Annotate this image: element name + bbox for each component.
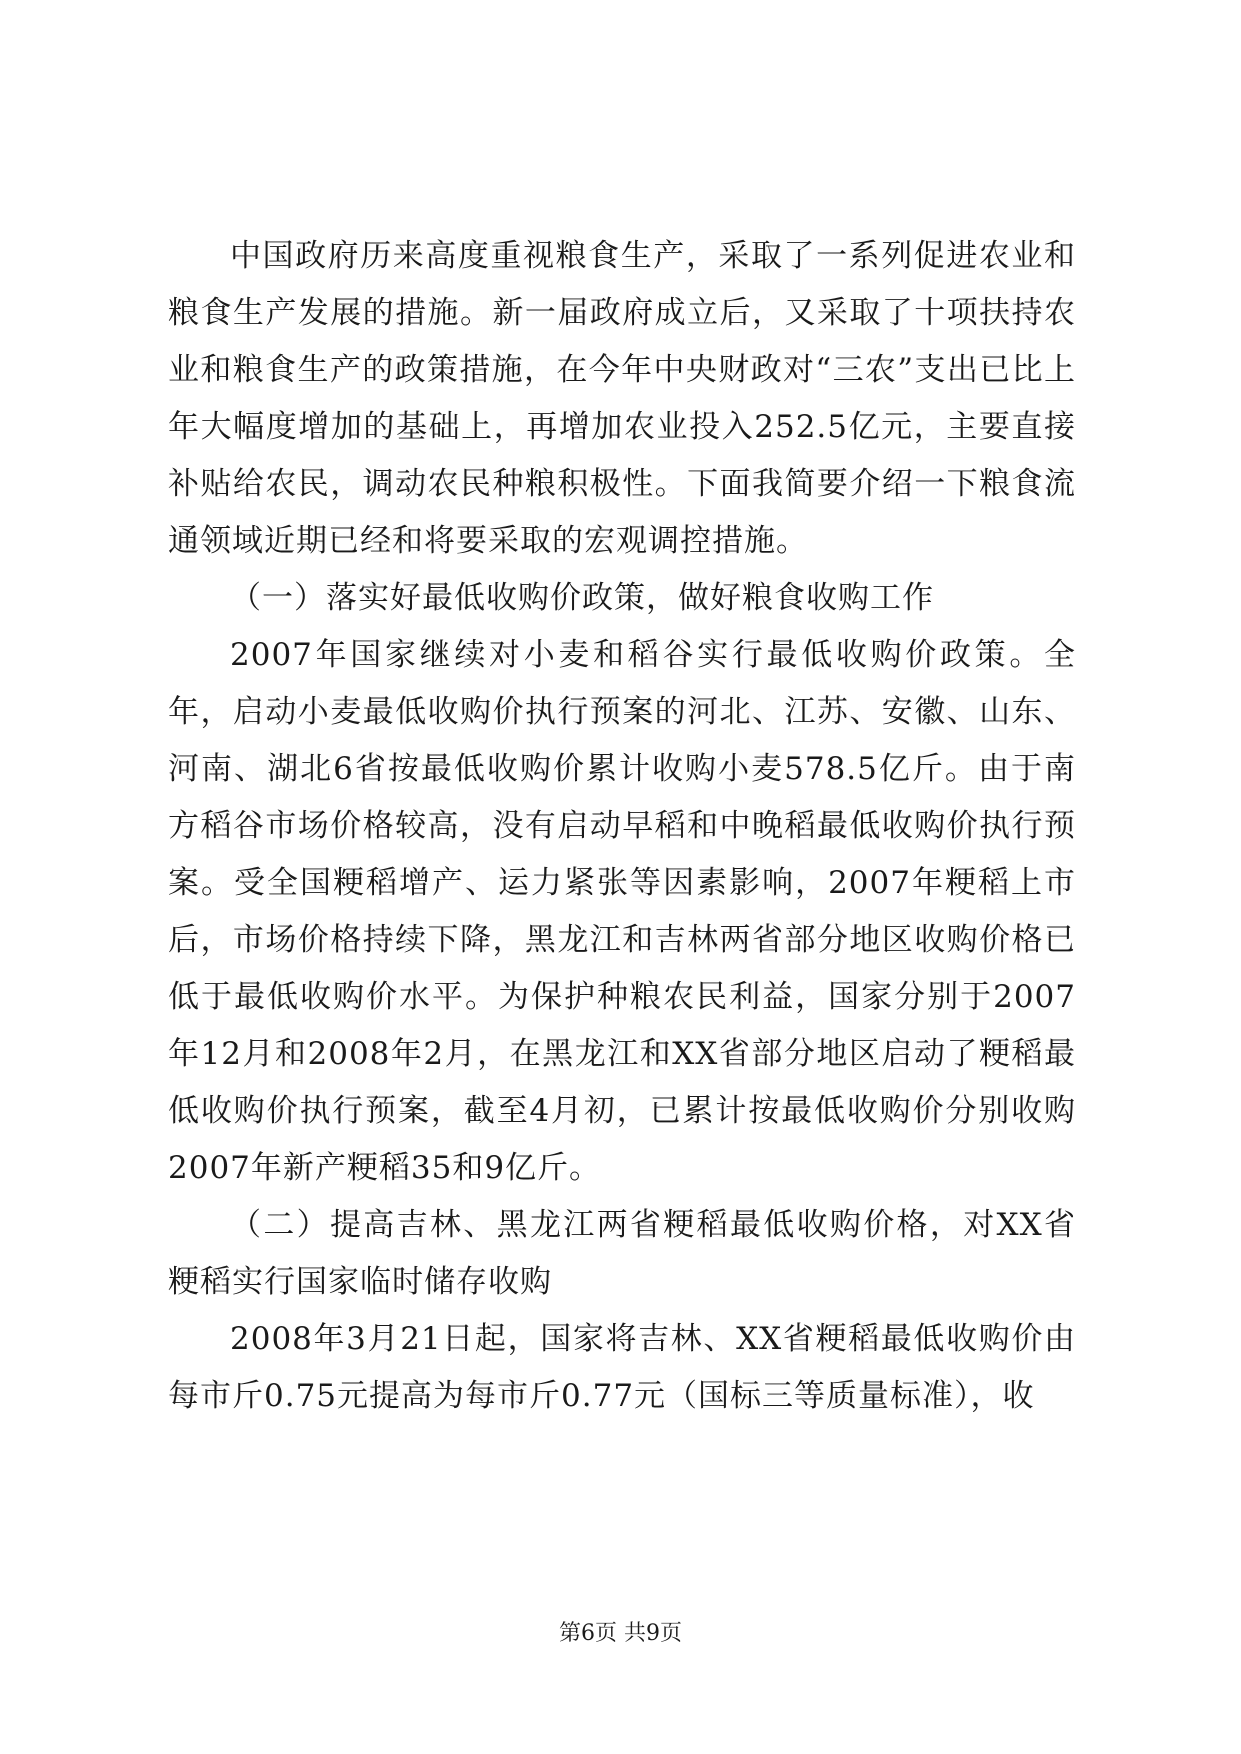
paragraph-section-2: 2008年3月21日起，国家将吉林、XX省粳稻最低收购价由每市斤0.75元提高为每市斤0.77元（国标三等质量标准），收: [168, 1321, 1076, 1414]
paragraph-intro: 中国政府历来高度重视粮食生产，采取了一系列促进农业和粮食生产发展的措施。新一届政府成立后，又采取了十项扶持农业和粮食生产的政策措施，在今年中央财政对“三农”支出已比上年大幅度增加的基础上，再增加农业投入252.5亿元，主要直接补贴给农民，调动农民种粮积极性。下面我简要介绍一下粮食流通领域近期已经和将要采取的宏观调控措施。: [168, 238, 1076, 559]
section-heading-1: （一）落实好最低收购价政策，做好粮食收购工作: [230, 580, 934, 616]
document-body: [168, 228, 1076, 1425]
section-heading-2: （二）提高吉林、黑龙江两省粳稻最低收购价格，对XX省粳稻实行国家临时储存收购: [168, 1207, 1076, 1300]
paragraph-section-1: 2007年国家继续对小麦和稻谷实行最低收购价政策。全年，启动小麦最低收购价执行预案的河北、江苏、安徽、山东、河南、湖北6省按最低收购价累计收购小麦578.5亿斤。由于南方稻谷市场价格较高，没有启动早稻和中晚稻最低收购价执行预案。受全国粳稻增产、运力紧张等因素影响，2007年粳稻上市后，市场价格持续下降，黑龙江和吉林两省部分地区收购价格已低于最低收购价水平。为保护种粮农民利益，国家分别于2007年12月和2008年2月，在黑龙江和XX省部分地区启动了粳稻最低收购价执行预案，截至4月初，已累计按最低收购价分别收购2007年新产粳稻35和9亿斤。: [168, 637, 1076, 1186]
page-footer: 第6页 共9页: [559, 1621, 682, 1646]
